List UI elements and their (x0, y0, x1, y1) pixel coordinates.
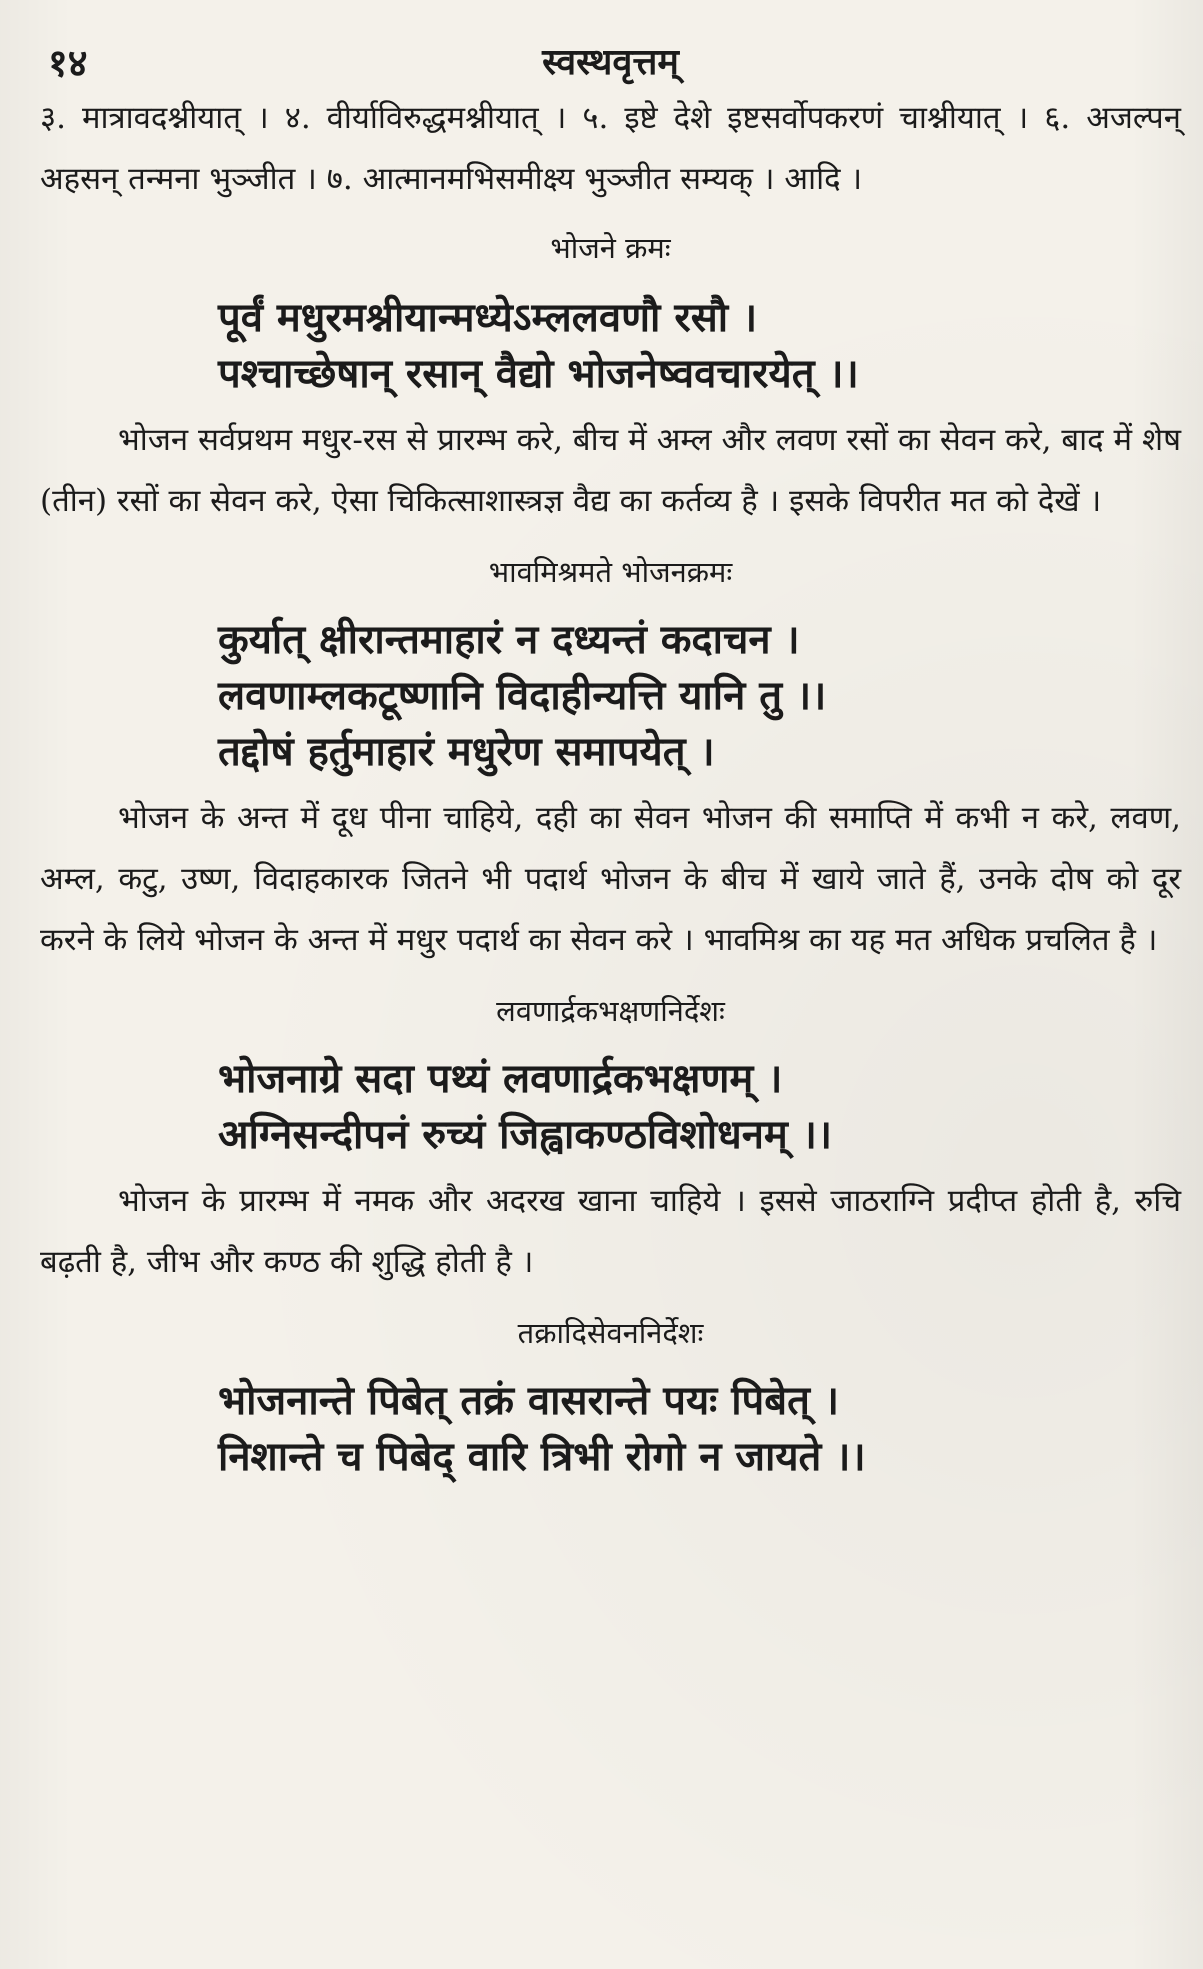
explanation-paragraph: भोजन के प्रारम्भ में नमक और अदरख खाना चाहिये । इससे जाठराग्नि प्रदीप्त होती है, रुचि बढ़ती है, जीभ और कण्ठ की शुद्धि होती है । (40, 1183, 1181, 1280)
verse-line: कुर्यात् क्षीरान्तमाहारं न दध्यन्तं कदाचन । (218, 616, 800, 663)
page-header (40, 22, 1181, 85)
section-heading-takradi-sevana: तक्रादिसेवननिर्देशः (517, 1316, 704, 1350)
verse-line: लवणाम्लकटूष्णानि विदाहीन्यत्ति यानि तु ।। (218, 672, 827, 719)
page-number: १४ (48, 40, 88, 85)
explanation-paragraph: भोजन सर्वप्रथम मधुर-रस से प्रारम्भ करे, बीच में अम्ल और लवण रसों का सेवन करे, बाद में शेष (तीन) रसों का सेवन करे, ऐसा चिकित्साशास्त्रज्ञ वैद्य का कर्तव्य है । इसके विपरीत मत को देखें । (40, 422, 1181, 519)
verse-line: भोजनान्ते पिबेत् तक्रं वासरान्ते पयः पिबेत् । (218, 1377, 839, 1424)
explanation-paragraph: भोजन के अन्त में दूध पीना चाहिये, दही का सेवन भोजन की समाप्ति में कभी न करे, लवण, अम्ल, कटु, उष्ण, विदाहकारक जितने भी पदार्थ भोजन के बीच में खाये जाते हैं, उनके दोष को दूर करने के लिये भोजन के अन्त में मधुर पदार्थ का सेवन करे । भावमिश्र का यह मत अधिक प्रचलित है । (40, 800, 1181, 958)
section-heading-bhavamishra-mate: भावमिश्रमते भोजनक्रमः (488, 555, 733, 589)
verse-line: अग्निसन्दीपनं रुच्यं जिह्वाकण्ठविशोधनम् ।। (218, 1111, 833, 1158)
verse-line: पूर्वं मधुरमश्नीयान्मध्येऽम्ललवणौ रसौ । (218, 294, 758, 341)
verse-bhavamishra (40, 612, 1181, 780)
verse-line: तद्दोषं हर्तुमाहारं मधुरेण समापयेत् । (218, 728, 715, 775)
running-title: स्वस्थवृत्तम् (542, 41, 679, 83)
verse-line: निशान्ते च पिबेद् वारि त्रिभी रोगो न जायते ।। (218, 1433, 866, 1480)
verse-line: पश्चाच्छेषान् रसान् वैद्यो भोजनेष्ववचारयेत् ।। (218, 350, 859, 397)
intro-paragraph: ३. मात्रावदश्नीयात् । ४. वीर्याविरुद्धमश्नीयात् । ५. इष्टे देशे इष्टसर्वोपकरणं चाश्नीयात् । ६. अजल्पन् अहसन् तन्मना भुञ्जीत । ७. आत्मानमभिसमीक्ष्य भुञ्जीत सम्यक् । आदि । (40, 100, 1181, 197)
verse-line: भोजनाग्रे सदा पथ्यं लवणार्द्रकभक्षणम् । (218, 1055, 783, 1102)
verse-bhojane-kramah (40, 290, 1181, 402)
verse-lavanardraka (40, 1051, 1181, 1163)
verse-takradi-sevana (40, 1373, 1181, 1485)
section-heading-lavanardraka: लवणार्द्रकभक्षणनिर्देशः (496, 994, 725, 1028)
section-heading-bhojane-kramah: भोजने क्रमः (550, 231, 671, 265)
